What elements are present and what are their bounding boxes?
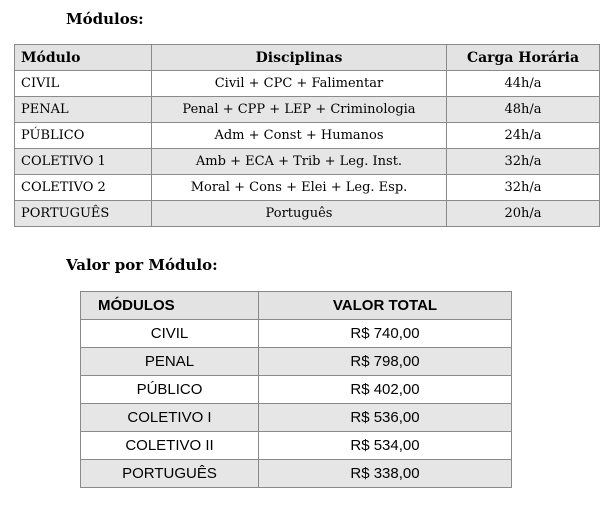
cell-disciplinas: Adm + Const + Humanos [152,123,447,149]
cell-disciplinas: Moral + Cons + Elei + Leg. Esp. [152,175,447,201]
cell-disciplinas: Português [152,201,447,227]
table-row [15,97,600,123]
modulos-heading: Módulos: [66,10,144,28]
cell-carga: 20h/a [447,201,600,227]
table-header-row [81,292,512,320]
cell-modulo: PÚBLICO [15,123,152,149]
cell-carga: 32h/a [447,149,600,175]
cell-modulo: PORTUGUÊS [15,201,152,227]
cell-carga: 48h/a [447,97,600,123]
column-header-carga-horaria: Carga Horária [447,45,600,71]
table-row [81,348,512,376]
column-header-valor-total: VALOR TOTAL [259,292,512,320]
cell-disciplinas: Penal + CPP + LEP + Criminologia [152,97,447,123]
cell-modulo: COLETIVO I [81,404,259,432]
cell-valor: R$ 740,00 [259,320,512,348]
table-row [15,123,600,149]
table-row [15,149,600,175]
cell-modulo: COLETIVO 2 [15,175,152,201]
cell-modulo: PENAL [15,97,152,123]
table-header-row [15,45,600,71]
cell-valor: R$ 534,00 [259,432,512,460]
cell-modulo: COLETIVO 1 [15,149,152,175]
modulos-table [14,44,600,227]
table-row [81,404,512,432]
cell-valor: R$ 338,00 [259,460,512,488]
cell-valor: R$ 536,00 [259,404,512,432]
valores-heading: Valor por Módulo: [66,256,218,274]
cell-disciplinas: Amb + ECA + Trib + Leg. Inst. [152,149,447,175]
cell-modulo: PENAL [81,348,259,376]
table-row [81,460,512,488]
table-row [81,376,512,404]
cell-modulo: CIVIL [81,320,259,348]
cell-modulo: PÚBLICO [81,376,259,404]
column-header-disciplinas: Disciplinas [152,45,447,71]
table-row [81,320,512,348]
cell-modulo: COLETIVO II [81,432,259,460]
column-header-modulos: MÓDULOS [81,292,259,320]
cell-valor: R$ 402,00 [259,376,512,404]
table-row [15,175,600,201]
cell-disciplinas: Civil + CPC + Falimentar [152,71,447,97]
table-row [15,71,600,97]
column-header-modulo: Módulo [15,45,152,71]
valores-table [80,291,512,488]
cell-carga: 44h/a [447,71,600,97]
table-row [81,432,512,460]
cell-carga: 32h/a [447,175,600,201]
table-row [15,201,600,227]
cell-modulo: PORTUGUÊS [81,460,259,488]
cell-modulo: CIVIL [15,71,152,97]
cell-valor: R$ 798,00 [259,348,512,376]
cell-carga: 24h/a [447,123,600,149]
